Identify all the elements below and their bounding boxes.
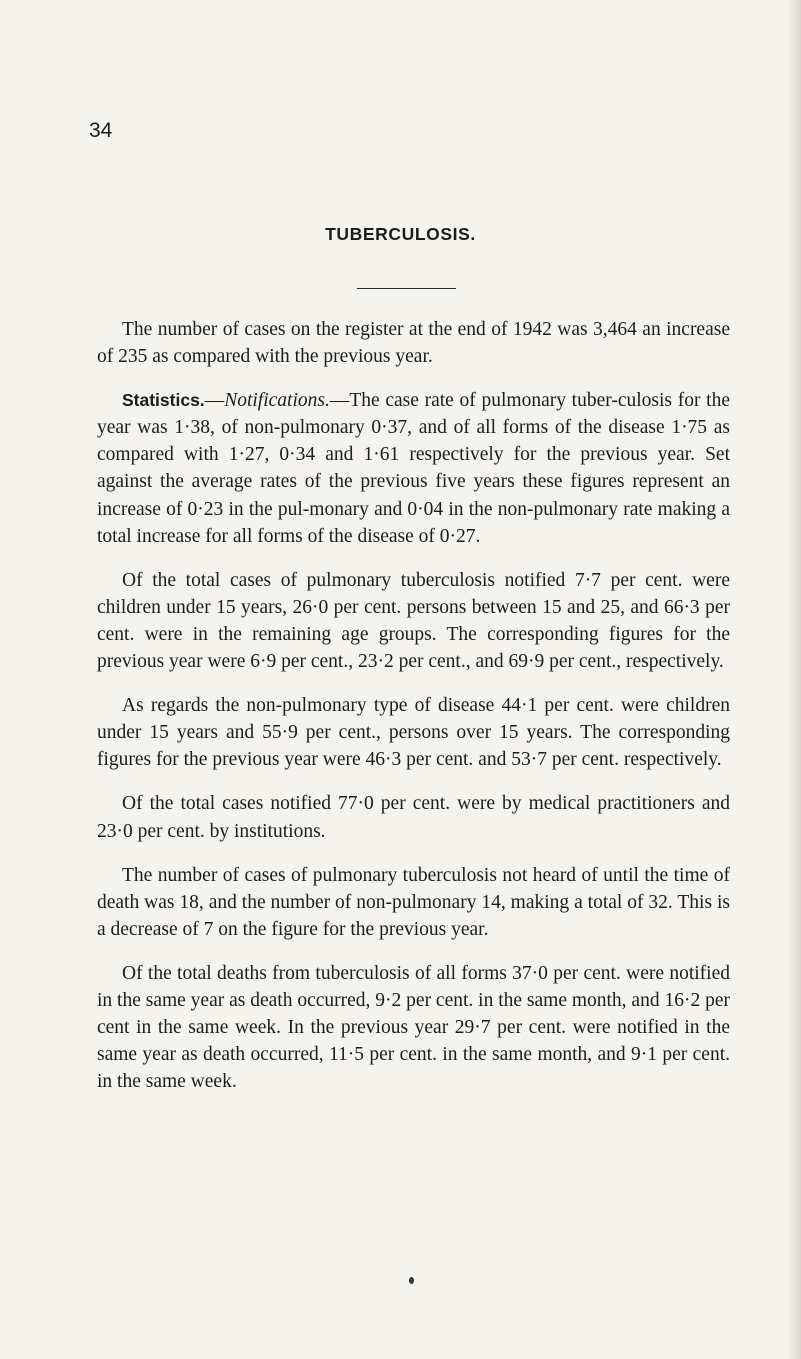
page-edge-shadow	[787, 0, 801, 1359]
statistics-dash-2: —	[329, 390, 350, 412]
paragraph-pulmonary-ages: Of the total cases of pulmonary tuberculosis notified 7·7 per cent. were children under 15 years, 26·0 per cent. persons between 15 and 25, and 66·3 per cent. were in the remaining age groups. The corresponding figures for the previous year were 6·9 per cent., 23·2 per cent., and 69·9 per cent., respectively.	[97, 569, 730, 673]
notifications-subhead: Notifications.	[224, 390, 330, 412]
statistics-dash-1: —	[204, 390, 225, 412]
paragraph-non-pulmonary-ages: As regards the non-pulmonary type of disease 44·1 per cent. were children under 15 years and 55·9 per cent., persons over 15 years. The corresponding figures for the previous year were 46·3 per cent. and 53·7 per cent. respectively.	[97, 695, 730, 771]
paragraph-death-notification-timing: Of the total deaths from tuberculosis of all forms 37·0 per cent. were notified in the same year as death occurred, 9·2 per cent. in the same month, and 16·2 per cent in the same week. In the previous year 29·7 per cent. were notified in the same year as death occurred, 11·5 per cent. in the same month, and 9·1 per cent. in the same week.	[97, 962, 730, 1093]
statistics-text: The case rate of pulmonary tuber-culosis for the year was 1·38, of non-pulmonary 0·37, and of all forms of the disease 1·75 as compared with 1·27, 0·34 and 1·61 respectively for the previous year. Set against the average rates of the previous five years these figures represent an increase of 0·23 in the pul-monary and 0·04 in the non-pulmonary rate making a total increase for all forms of the disease of 0·27.	[97, 390, 730, 547]
paragraph-register: The number of cases on the register at the end of 1942 was 3,464 an increase of 235 as compared with the previous year.	[97, 319, 730, 368]
ink-speck	[409, 1277, 414, 1284]
statistics-lead: Statistics.	[122, 390, 205, 411]
page-number: 34	[89, 119, 113, 142]
paragraph-death-cases: The number of cases of pulmonary tuberculosis not heard of until the time of death was 18, and the number of non-pulmonary 14, making a total of 32. This is a decrease of 7 on the figure for the previous year.	[97, 864, 730, 940]
paragraph-statistics	[97, 387, 730, 550]
paragraph-notifiers: Of the total cases notified 77·0 per cent. were by medical practitioners and 23·0 per cent. by institutions.	[97, 793, 730, 842]
body-text	[97, 316, 730, 1112]
heading-rule	[357, 288, 456, 289]
section-heading: TUBERCULOSIS.	[325, 224, 476, 244]
